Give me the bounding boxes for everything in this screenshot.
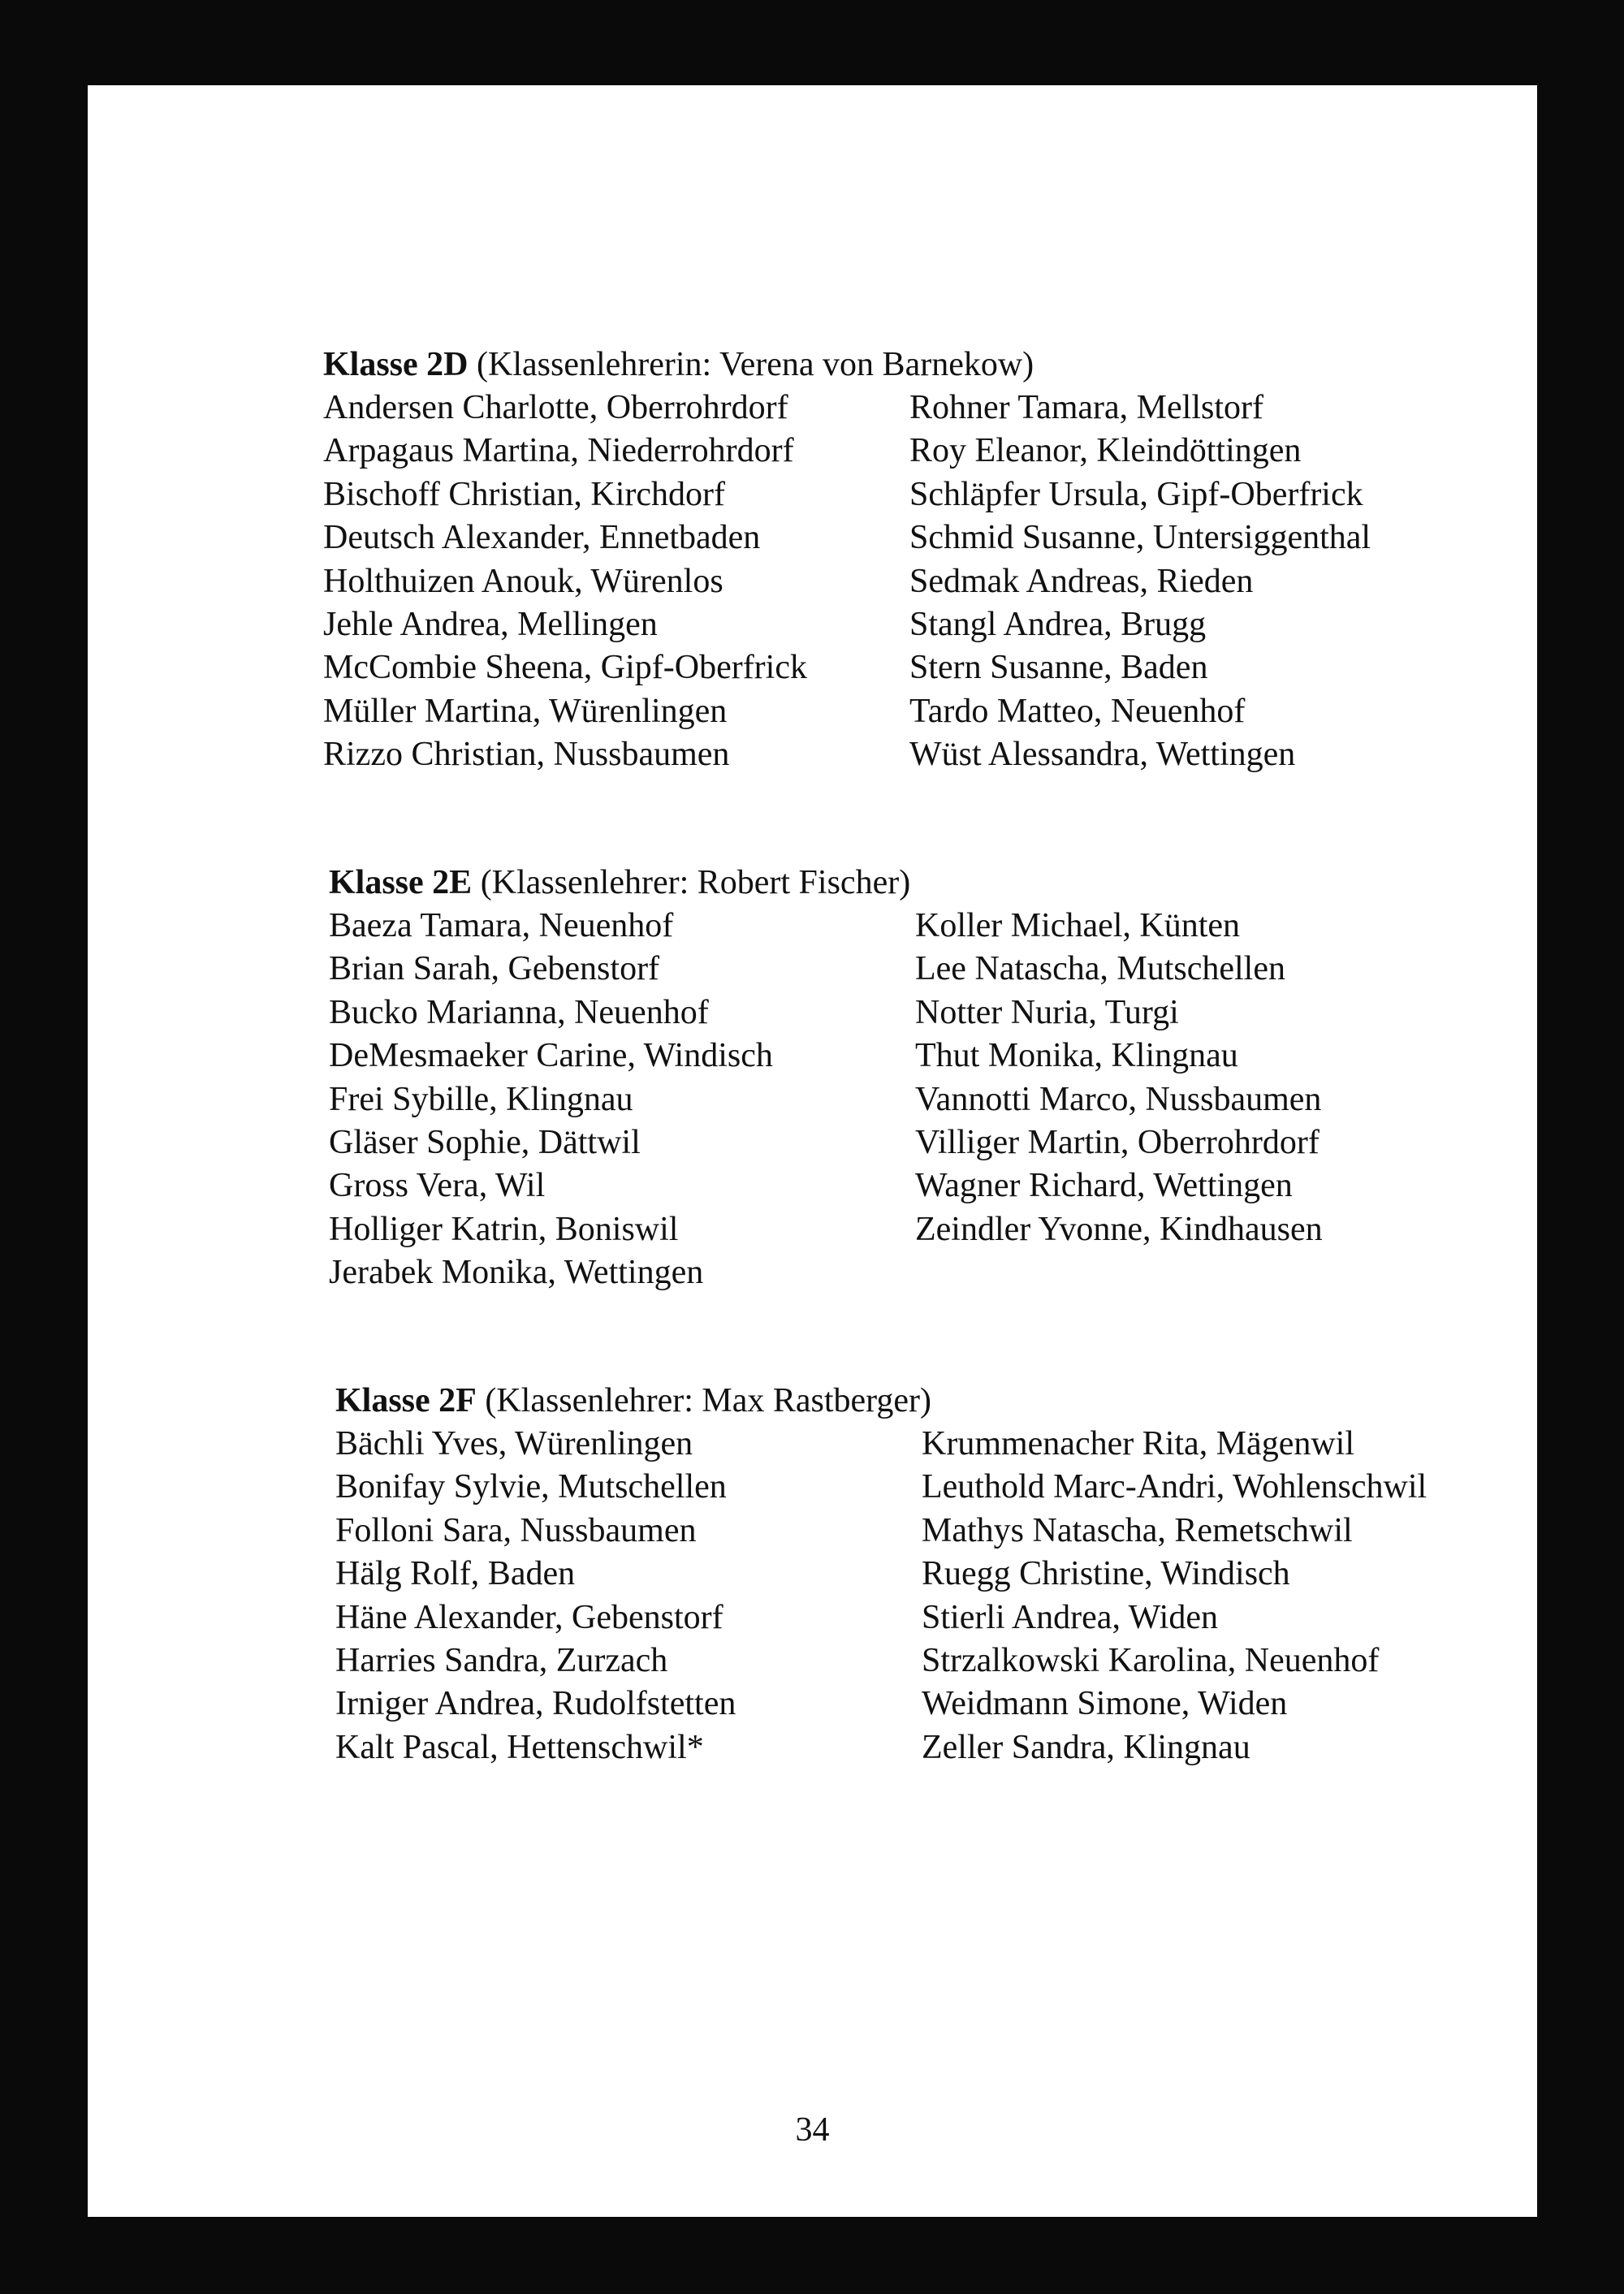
student-entry: Jerabek Monika, Wettingen [329,1254,704,1292]
student-entry: Koller Michael, Künten [915,907,1241,944]
student-entry: Mathys Natascha, Remetschwil [922,1511,1353,1549]
student-entry: Müller Martina, Würenlingen [323,692,728,730]
page-number: 34 [795,2111,830,2149]
student-entry: Roy Eleanor, Kleindöttingen [909,432,1302,470]
class-heading [335,1380,931,1423]
student-entry: Hälg Rolf, Baden [335,1555,576,1593]
class-teacher: (Klassenlehrerin: Verena von Barnekow) [477,346,1034,383]
student-entry: Deutsch Alexander, Ennetbaden [323,519,761,557]
student-entry: Kalt Pascal, Hettenschwil* [335,1728,704,1766]
student-entry: Schmid Susanne, Untersiggenthal [909,519,1371,557]
student-entry: Bonifay Sylvie, Mutschellen [335,1468,727,1506]
student-entry: Wagner Richard, Wettingen [915,1167,1293,1205]
student-entry: Brian Sarah, Gebenstorf [329,950,660,988]
student-entry: Vannotti Marco, Nussbaumen [915,1080,1322,1118]
student-entry: Andersen Charlotte, Oberrohrdorf [323,389,788,426]
student-entry: Villiger Martin, Oberrohrdorf [915,1123,1320,1161]
student-entry: Strzalkowski Karolina, Neuenhof [922,1641,1380,1679]
class-section-2e [329,862,1323,1292]
student-entry: Häne Alexander, Gebenstorf [335,1598,723,1636]
student-column-left [329,905,773,1295]
student-column-right [922,1423,1427,1769]
student-entry: Sedmak Andreas, Rieden [909,562,1254,600]
student-column-left [335,1423,736,1769]
class-teacher: (Klassenlehrer: Max Rastberger) [485,1382,932,1419]
student-entry: McCombie Sheena, Gipf-Oberfrick [323,649,807,687]
student-entry: Gross Vera, Wil [329,1167,546,1205]
student-column-left [323,387,807,777]
student-entry: Holthuizen Anouk, Würenlos [323,562,723,600]
student-entry: Folloni Sara, Nussbaumen [335,1511,697,1549]
student-entry: Bächli Yves, Würenlingen [335,1425,693,1462]
student-entry: Stierli Andrea, Widen [922,1598,1218,1636]
student-entry: Jehle Andrea, Mellingen [323,605,658,643]
student-entry: DeMesmaeker Carine, Windisch [329,1037,773,1075]
class-label: Klasse 2E [329,864,473,901]
class-teacher: (Klassenlehrer: Robert Fischer) [480,864,911,901]
student-entry: Frei Sybille, Klingnau [329,1080,633,1118]
class-label: Klasse 2F [335,1382,477,1419]
student-entry: Ruegg Christine, Windisch [922,1555,1290,1593]
student-entry: Bischoff Christian, Kirchdorf [323,475,725,513]
document-page [88,85,1537,2217]
student-entry: Tardo Matteo, Neuenhof [909,692,1246,730]
student-entry: Weidmann Simone, Widen [922,1685,1288,1723]
student-entry: Rohner Tamara, Mellstorf [909,389,1263,426]
student-column-right [909,387,1371,777]
student-entry: Baeza Tamara, Neuenhof [329,907,674,944]
student-entry: Krummenacher Rita, Mägenwil [922,1425,1354,1462]
student-entry: Bucko Marianna, Neuenhof [329,993,709,1031]
student-entry: Wüst Alessandra, Wettingen [909,736,1296,774]
student-entry: Harries Sandra, Zurzach [335,1641,668,1679]
student-entry: Zeller Sandra, Klingnau [922,1728,1250,1766]
student-entry: Gläser Sophie, Dättwil [329,1123,641,1161]
class-heading [323,343,1034,387]
student-entry: Notter Nuria, Turgi [915,993,1179,1031]
student-entry: Leuthold Marc-Andri, Wohlenschwil [922,1468,1427,1506]
class-heading [329,862,910,905]
student-entry: Lee Natascha, Mutschellen [915,950,1285,988]
class-label: Klasse 2D [323,346,469,383]
student-entry: Thut Monika, Klingnau [915,1037,1238,1075]
student-entry: Arpagaus Martina, Niederrohrdorf [323,432,794,470]
class-section-2f [335,1380,1427,1766]
student-entry: Rizzo Christian, Nussbaumen [323,736,730,774]
student-entry: Zeindler Yvonne, Kindhausen [915,1210,1323,1248]
class-section-2d [323,343,1371,774]
student-column-right [915,905,1323,1251]
student-entry: Stern Susanne, Baden [909,649,1208,687]
student-entry: Stangl Andrea, Brugg [909,605,1207,643]
student-entry: Irniger Andrea, Rudolfstetten [335,1685,736,1723]
student-entry: Holliger Katrin, Boniswil [329,1210,679,1248]
student-entry: Schläpfer Ursula, Gipf-Oberfrick [909,475,1363,513]
